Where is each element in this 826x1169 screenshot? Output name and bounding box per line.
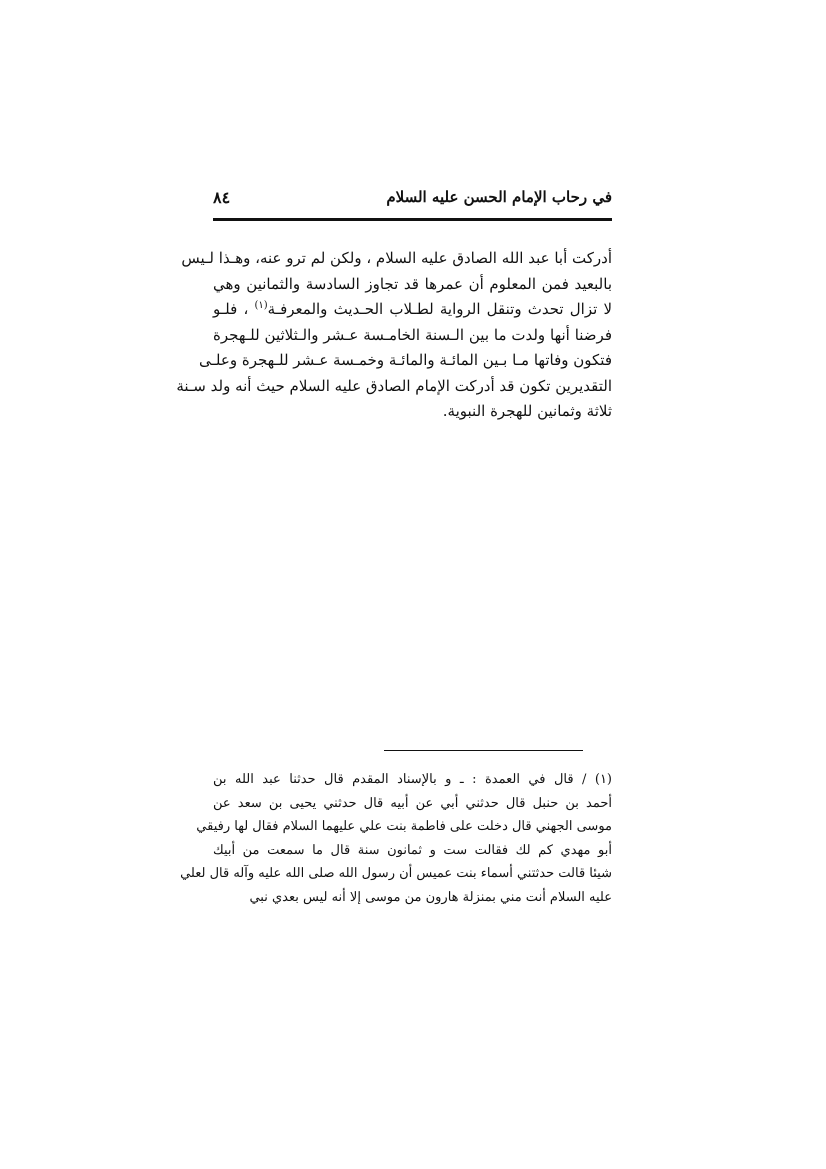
page-header	[213, 180, 612, 220]
body-line: فرضنا أنها ولدت ما بين الـسنة الخامـسة عـشر والـثلاثين للـهجرة	[213, 325, 612, 344]
body-line-text: لا تزال تحدث وتنقل الرواية لطـلاب الحـديث والمعرفـة	[267, 300, 612, 318]
footnote-line: (١) / قال في العمدة : ـ و بالإسناد المقدم قال حدثنا عبد الله بن	[213, 772, 612, 787]
body-line-tail: ، فلـو	[213, 300, 249, 318]
body-line: أدركت أبا عبد الله الصادق عليه السلام ، ولكن لم ترو عنه، وهـذا لـيس	[181, 249, 612, 267]
footnote-separator	[384, 750, 583, 751]
footnote-reference: (١)	[254, 300, 268, 311]
footnote-line: عليه السلام أنت مني بمنزلة هارون من موسى إلا أنه ليس بعدي نبي	[249, 889, 612, 905]
header-rule	[213, 218, 612, 221]
body-line: التقديرين تكون قد أدركت الإمام الصادق عليه السلام حيث أنه ولد سـنة	[176, 376, 612, 395]
body-line: فتكون وفاتها مـا بـين المائـة والمائـة وخمـسة عـشر للـهجرة وعلـى	[199, 351, 612, 369]
body-line: ثلاثة وثمانين للهجرة النبوية.	[442, 402, 612, 420]
footnote	[180, 768, 612, 909]
running-title: في رحاب الإمام الحسن عليه السلام	[386, 188, 612, 206]
body-line-with-note	[213, 297, 612, 323]
footnote-line: أحمد بن حنبل قال حدثني أبي عن أبيه قال حدثني يحيى بن سعد عن	[213, 795, 612, 811]
page-number: ٨٤	[213, 188, 231, 207]
main-paragraph	[176, 246, 612, 425]
footnote-line: شيئا قالت حدثتني أسماء بنت عميس أن رسول الله صلى الله عليه وآله قال لعلي	[180, 866, 612, 881]
body-line: بالبعيد فمن المعلوم أن عمرها قد تجاوز السادسة والثمانين وهي	[213, 274, 612, 293]
footnote-line: أبو مهدي كم لك فقالت ست و ثمانون سنة قال ما سمعت من أبيك	[213, 842, 612, 858]
footnote-line: موسى الجهني قال دخلت على فاطمة بنت علي عليهما السلام فقال لها رفيقي	[196, 819, 612, 834]
